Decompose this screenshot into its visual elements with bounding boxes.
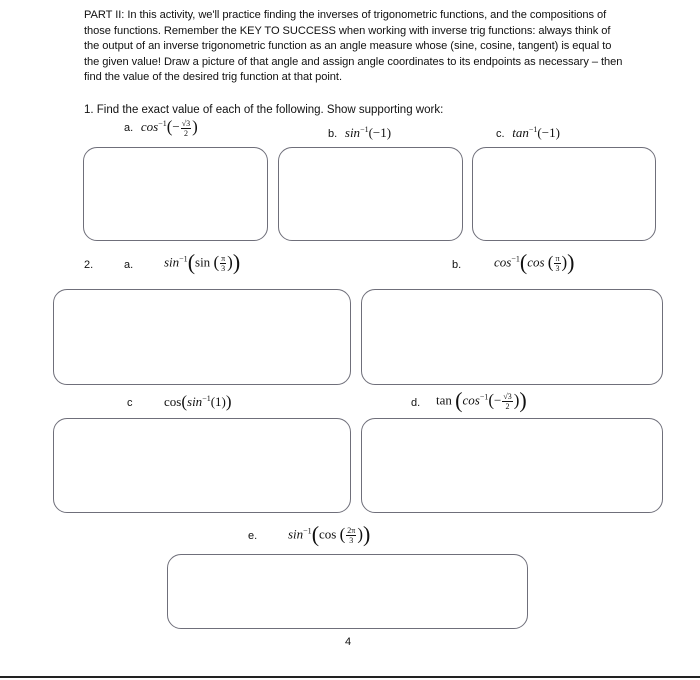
q2e-label: e. bbox=[248, 530, 258, 542]
q1c-answer-box[interactable] bbox=[472, 147, 656, 241]
q2c-answer-box[interactable] bbox=[53, 418, 351, 513]
q1b-label: b. bbox=[328, 128, 338, 140]
intro-paragraph: PART II: In this activity, we'll practice finding the inverses of trigonometric functions, and the compositions of those functions. Remember the KEY TO SUCCESS when working with inverse trig functions: always think of the output of an inverse trigonometric function as an angle measure whose (sine, cosine, tangent) is equal to the given value! Draw a picture of that angle and assign angle coordinates to its endpoints as necessary – then find the value of the desired trig function at that point. bbox=[84, 9, 623, 84]
q1b-answer-box[interactable] bbox=[278, 147, 463, 241]
q2b-answer-box[interactable] bbox=[361, 289, 663, 385]
q2c-label: c bbox=[127, 397, 133, 409]
q2b-expression: $\cos^{-1}(\cos$ ( $\frac{\pi}{3}$ )) bbox=[494, 249, 575, 275]
q1c-label: c. bbox=[496, 128, 505, 140]
q1a-answer-box[interactable] bbox=[83, 147, 268, 241]
q2a-label: a. bbox=[124, 259, 134, 271]
q1a-item bbox=[124, 118, 198, 138]
q1c-expression: $\tan^{-1}(-1)$ bbox=[512, 125, 560, 140]
q2e-expression: $\sin^{-1}(\cos$ ( $\frac{2\pi}{3}$ )) bbox=[288, 521, 371, 547]
q2d-expression: $\tan (\cos^{-1}(-$ $\frac{√3}{2}$ )) bbox=[436, 387, 527, 413]
q2a-expression: $\sin^{-1}(\sin$ ( $\frac{\pi}{3}$ )) bbox=[164, 249, 241, 275]
q2b-label: b. bbox=[452, 259, 462, 271]
page-bottom-rule bbox=[0, 676, 700, 678]
q2d-answer-box[interactable] bbox=[361, 418, 663, 513]
q2d-label: d. bbox=[411, 397, 421, 409]
question-2-number: 2. bbox=[84, 259, 94, 271]
page-number: 4 bbox=[345, 636, 352, 648]
question-1-prompt: 1. Find the exact value of each of the following. Show supporting work: bbox=[84, 104, 444, 116]
q1a-expression: $\cos^{-1}(-$ $\frac{√3}{2}$ ) bbox=[140, 117, 198, 138]
q2e-answer-box[interactable] bbox=[167, 554, 528, 629]
q1a-label: a. bbox=[124, 122, 134, 134]
q1c-item bbox=[496, 124, 560, 142]
q1b-expression: $\sin^{-1}(-1)$ bbox=[344, 125, 392, 140]
q1b-item bbox=[328, 124, 391, 142]
q2a-answer-box[interactable] bbox=[53, 289, 351, 385]
q2c-expression: $\cos(\sin^{-1}(1))$ bbox=[164, 392, 232, 411]
